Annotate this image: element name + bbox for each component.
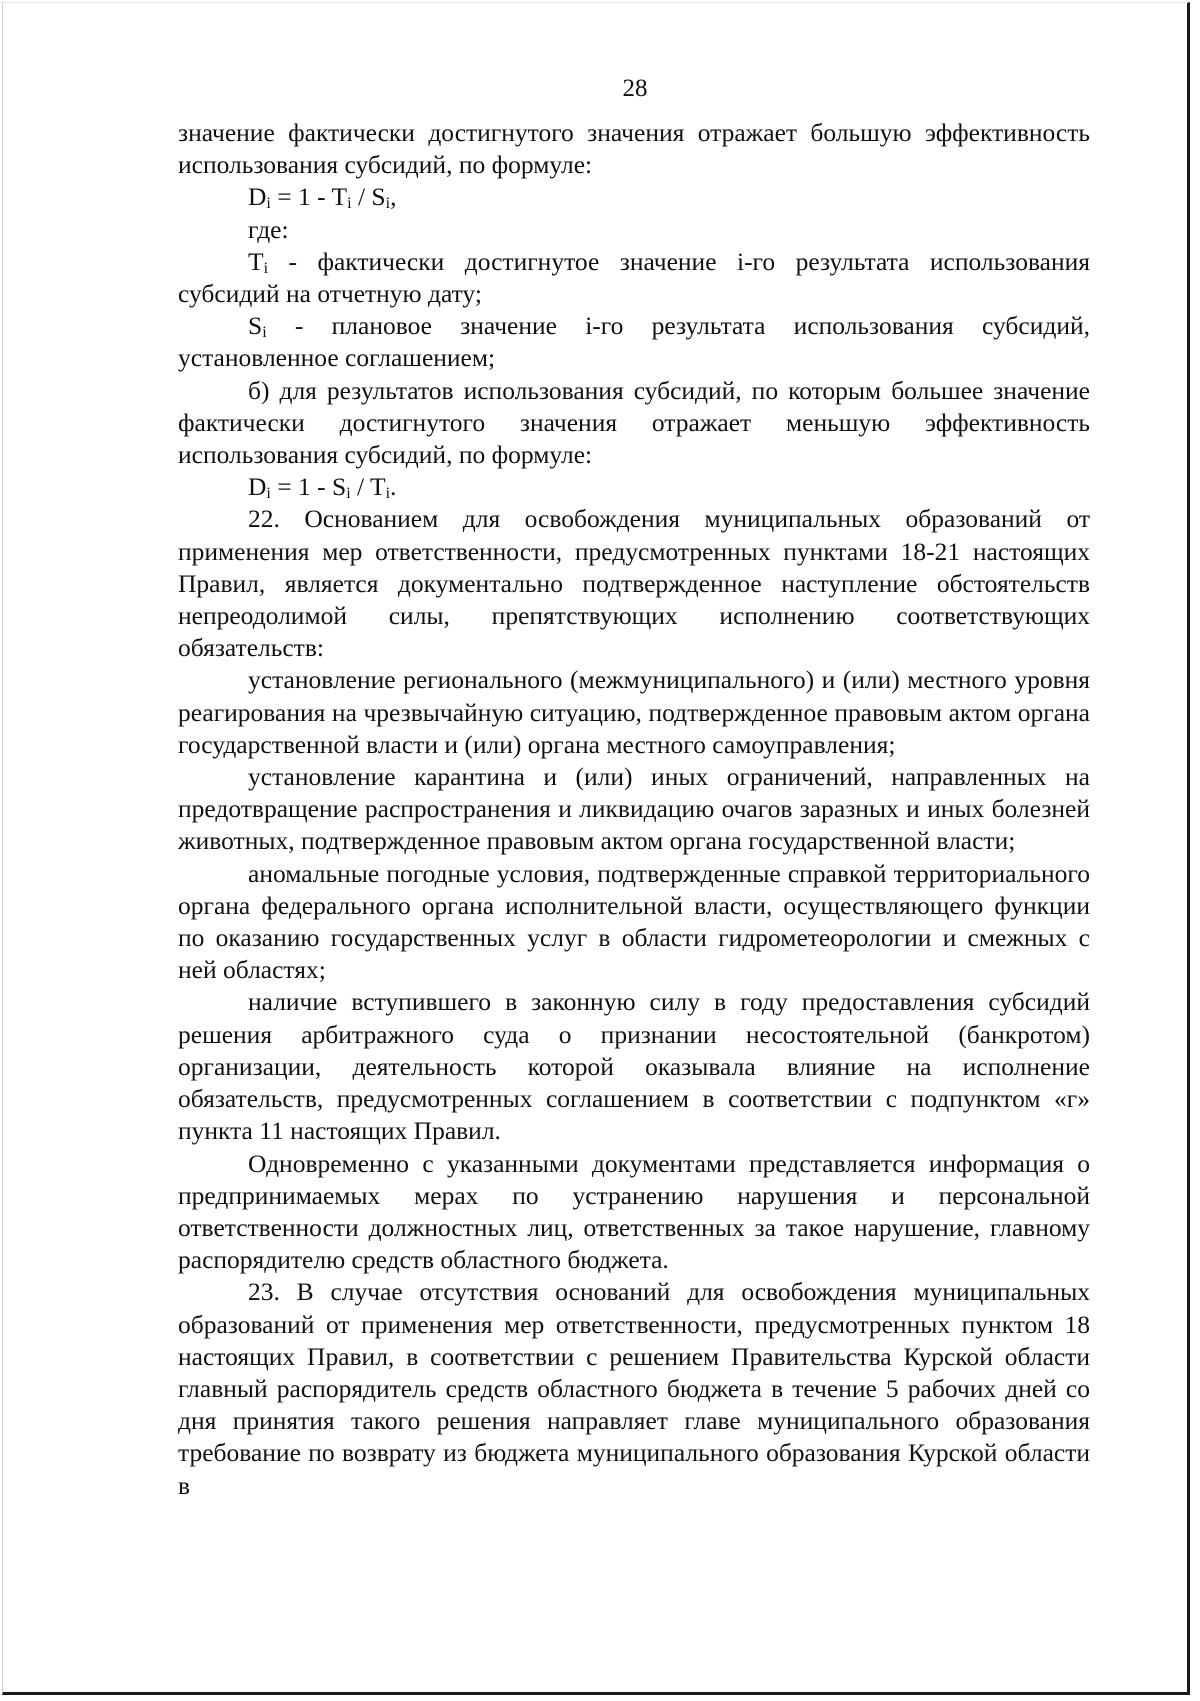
formula-part: .: [390, 472, 397, 502]
definition-text: - фактически достигнутое значение i-го результата использования субсидий на отчетную дату;: [178, 246, 1090, 309]
definition-text: - плановое значение i-го результата использования субсидий, установленное соглашением;: [178, 311, 1090, 373]
formula-subscript: i: [346, 485, 351, 503]
list-item-quarantine: установление карантина и (или) иных ограничений, направленных на предотвращение распространения и ликвидацию очагов заразных и иных болезней животных, подтвержденное правовым актом органа государственной власти;: [178, 762, 1090, 856]
formula-part: = 1 - T: [270, 182, 348, 212]
definition-subscript: i: [263, 259, 269, 277]
formula-symbol: D: [248, 182, 267, 212]
paragraph-22: 22. Основанием для освобождения муниципальных образований от применения мер ответственности, предусмотренных пунктами 18-21 настоящих Правил, является документально подтвержденное наступление обстоятельств непреодолимой силы, препятствующих исполнению соответствующих обязательств:: [178, 504, 1090, 663]
definition-symbol: S: [248, 311, 263, 341]
paragraph-b: б) для результатов использования субсидий, по которым большее значение фактически достигнутого значения отражает меньшую эффективность использования субсидий, по формуле:: [178, 375, 1090, 470]
formula-subscript: i: [266, 195, 271, 213]
list-item-bankruptcy: наличие вступившего в законную силу в году предоставления субсидий решения арбитражного суда о признании несостоятельной (банкротом) организации, деятельность которой оказывала влияние на исполнение обязательств, предусмотренных соглашением в соответствии с подпунктом «г» пункта 11 настоящих Правил.: [178, 987, 1090, 1146]
formula-symbol: D: [248, 472, 267, 502]
where-label: где:: [248, 214, 289, 244]
formula-part: / T: [350, 472, 386, 502]
document-body: [178, 117, 1090, 1502]
formula-subscript: i: [385, 485, 391, 503]
formula-part: / S: [351, 182, 386, 212]
page-number: 28: [622, 75, 648, 102]
definition-symbol: T: [248, 246, 264, 276]
formula-subscript: i: [347, 195, 352, 213]
paragraph-concurrent-info: Одновременно с указанными документами представляется информация о предпринимаемых мерах по устранению нарушения и персональной ответственности должностных лиц, ответственных за такое нарушение, главному распорядителю средств областного бюджета.: [178, 1148, 1090, 1275]
list-item-weather: аномальные погодные условия, подтвержденные справкой территориального органа федерального органа исполнительной власти, осуществляющего функции по оказанию государственных услуг в области гидрометеорологии и смежных с ней областях;: [178, 858, 1090, 985]
definition-ti: [178, 246, 1090, 310]
paragraph-continuation: значение фактически достигнутого значения отражает большую эффективность использования субсидий, по формуле:: [178, 118, 1090, 180]
list-item-emergency: установление регионального (межмуниципального) и (или) местного уровня реагирования на чрезвычайную ситуацию, подтвержденное правовым актом органа государственной власти и (или) органа местного самоуправления;: [178, 665, 1090, 759]
definition-subscript: i: [262, 324, 267, 342]
formula-subscript: i: [385, 195, 391, 213]
formula-subscript: i: [266, 485, 271, 503]
formula-di-1: [178, 181, 1090, 213]
definition-si: [178, 310, 1090, 374]
paragraph-23: 23. В случае отсутствия оснований для освобождения муниципальных образований от применения мер ответственности, предусмотренных пунктом 18 настоящих Правил, в соответствии с решением Правительства Курской области главный распорядитель средств областного бюджета в течение 5 рабочих дней со дня принятия такого решения направляет главе муниципального образования требование по возврату из бюджета муниципального образования Курской области в: [178, 1277, 1090, 1500]
formula-part: ,: [390, 182, 397, 212]
formula-part: = 1 - S: [270, 472, 347, 502]
formula-di-2: [178, 471, 1090, 503]
